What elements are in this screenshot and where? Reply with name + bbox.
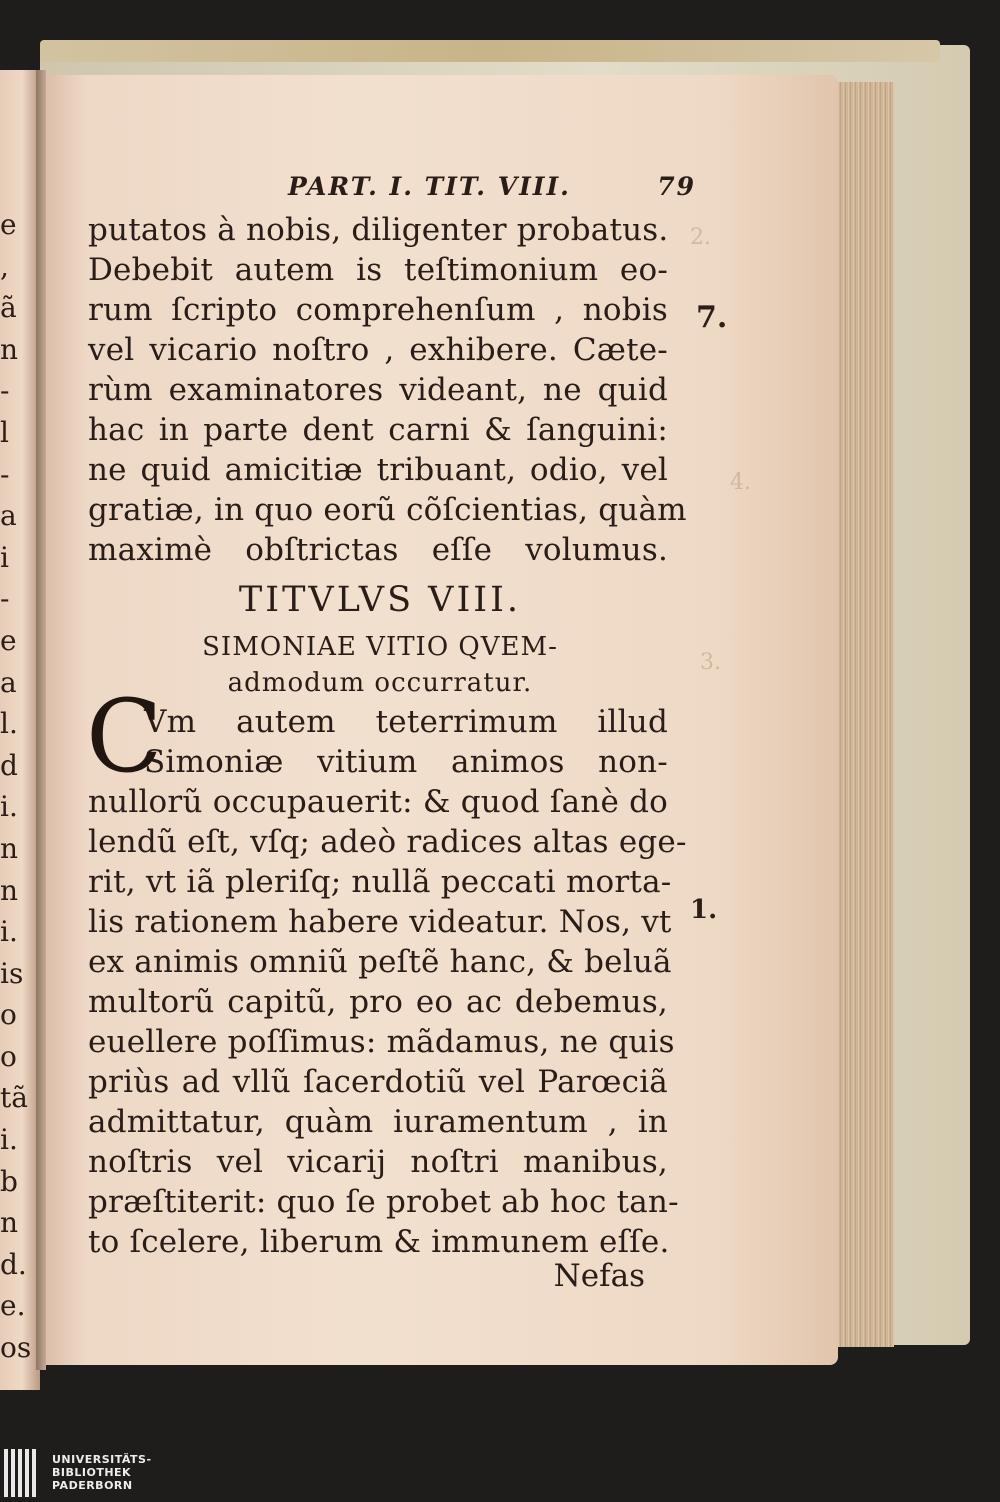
paragraph-top-line: gratiæ, in quo eorũ cõſcientias, quàm bbox=[88, 492, 687, 528]
logo-line-2: BIBLIOTHEK bbox=[52, 1466, 132, 1479]
paragraph-body-line: lendũ eſt, vſq; adeò radices altas ege- bbox=[88, 824, 687, 860]
running-head: PART. I. TIT. VIII. bbox=[288, 172, 571, 201]
left-page-fragment: b bbox=[0, 1164, 18, 1198]
paragraph-body-line: noſtris vel vicarij noſtri manibus, bbox=[88, 1144, 668, 1180]
paragraph-body-line: multorũ capitũ, pro eo ac debemus, bbox=[88, 984, 668, 1020]
left-page-fragment: , bbox=[0, 249, 9, 283]
section-subtitle-line2: admodum occurratur. bbox=[227, 668, 533, 698]
paragraph-top-line: maximè obſtrictas eſſe volumus. bbox=[88, 532, 668, 568]
paragraph-body-line: Vm autem teterrimum illud bbox=[144, 704, 668, 740]
left-page-fragment: o bbox=[0, 1039, 17, 1073]
left-page-fragment: n bbox=[0, 1206, 19, 1240]
left-page-fragment: a bbox=[0, 665, 17, 699]
paragraph-body-line: nullorũ occupauerit: & quod ſanè do bbox=[88, 784, 668, 820]
left-page-fragment: ã bbox=[0, 291, 17, 325]
paragraph-body bbox=[88, 702, 687, 1262]
paragraph-body-line: euellere poſſimus: mãdamus, ne quis bbox=[88, 1024, 675, 1060]
paragraph-body-line: præſtiterit: quo ſe probet ab hoc tan- bbox=[88, 1184, 679, 1220]
drop-initial: C bbox=[86, 678, 163, 795]
logo-bars-icon bbox=[4, 1449, 39, 1501]
left-page-fragment: i. bbox=[0, 790, 18, 824]
paragraph-top-line: ne quid amicitiæ tribuant, odio, vel bbox=[88, 452, 668, 488]
paragraph-top-line: Debebit autem is teſtimonium eo- bbox=[88, 252, 668, 288]
left-page-fragment: - bbox=[0, 457, 10, 491]
book-gutter bbox=[36, 70, 46, 1370]
left-page-fragment: is bbox=[0, 956, 24, 990]
left-page-fragment: e bbox=[0, 208, 17, 241]
left-page-fragment: - bbox=[0, 374, 10, 408]
page-edges bbox=[832, 82, 894, 1347]
paragraph-body-line: admittatur, quàm iuramentum , in bbox=[88, 1104, 668, 1140]
paragraph-body-line: to ſcelere, liberum & immunem eſſe. bbox=[88, 1224, 670, 1260]
running-header bbox=[228, 170, 698, 210]
logo-line-1: UNIVERSITÄTS- bbox=[52, 1453, 152, 1466]
left-page-fragment: os bbox=[0, 1331, 32, 1365]
logo-line-3: PADERBORN bbox=[52, 1479, 133, 1492]
top-edge bbox=[40, 40, 940, 62]
left-page-fragment: - bbox=[0, 582, 10, 616]
paragraph-body-line: ex animis omniũ peſtẽ hanc, & beluã bbox=[88, 944, 672, 980]
bleed-through: 3. bbox=[700, 650, 721, 675]
catchword: Nefas bbox=[553, 1258, 645, 1294]
paragraph-body-line: rit, vt iã pleriſq; nullã peccati morta- bbox=[88, 864, 672, 900]
left-page-fragment: n bbox=[0, 873, 19, 907]
paragraph-top-line: hac in parte dent carni & ſanguini: bbox=[88, 412, 668, 448]
left-page-fragment: n bbox=[0, 332, 19, 366]
left-page-fragment: a bbox=[0, 499, 17, 533]
section-subtitle-line1: SIMONIAE VITIO QVEM- bbox=[202, 632, 558, 662]
left-page-fragment: e bbox=[0, 623, 17, 657]
left-page-fragment: o bbox=[0, 998, 17, 1032]
left-page-fragment: e. bbox=[0, 1289, 26, 1323]
page-number: 79 bbox=[657, 172, 696, 201]
left-page-fragment: i. bbox=[0, 1123, 18, 1157]
paragraph-body-line: Simoniæ vitium animos non- bbox=[144, 744, 668, 780]
paragraph-top-line: rum ſcripto comprehenſum , nobis bbox=[88, 292, 668, 328]
paragraph-top-line: putatos à nobis, diligenter probatus. bbox=[88, 212, 669, 248]
left-page-fragment: i bbox=[0, 540, 9, 574]
paragraph-body-line: priùs ad vllũ ſacerdotiũ vel Parœciã bbox=[88, 1064, 668, 1100]
bleed-through: 2. bbox=[690, 225, 711, 250]
logo-text bbox=[52, 1453, 152, 1492]
left-page-fragment: d. bbox=[0, 1247, 27, 1281]
left-page-fragment: l. bbox=[0, 707, 18, 741]
section-title: TITVLVS VIII. bbox=[238, 580, 522, 620]
margin-note-lower: 1. bbox=[690, 895, 718, 925]
left-page-fragment: n bbox=[0, 831, 19, 865]
paragraph-top-line: vel vicario noſtro , exhibere. Cæte- bbox=[88, 332, 668, 368]
left-page-fragment: d bbox=[0, 748, 18, 782]
margin-note-upper: 7. bbox=[696, 300, 728, 335]
left-page-fragment: i. bbox=[0, 915, 18, 949]
left-page-text-fragments bbox=[0, 205, 32, 1370]
library-logo bbox=[0, 1445, 200, 1502]
paragraph-body-line: lis rationem habere videatur. Nos, vt bbox=[88, 904, 672, 940]
left-page-fragment: tã bbox=[0, 1081, 28, 1115]
paragraph-top-line: rùm examinatores videant, ne quid bbox=[88, 372, 668, 408]
bleed-through: 4. bbox=[730, 470, 751, 495]
left-page-fragment: l bbox=[0, 415, 9, 449]
paragraph-top bbox=[88, 210, 687, 570]
